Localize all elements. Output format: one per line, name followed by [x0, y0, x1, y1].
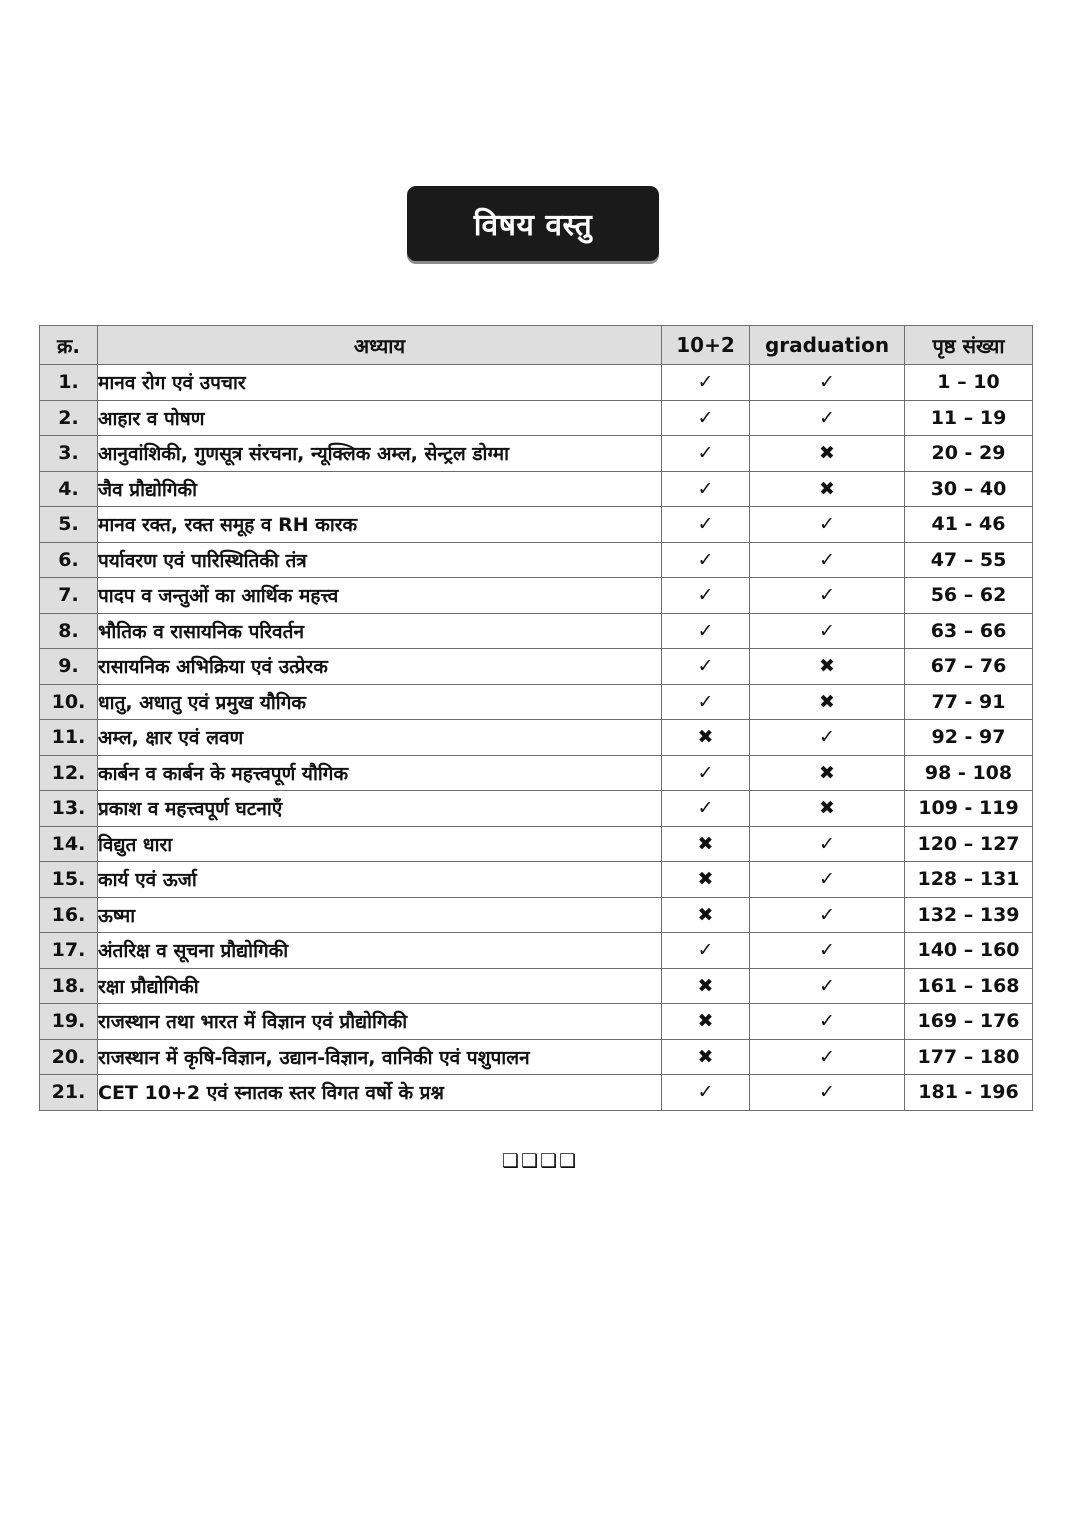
chapter-title: पर्यावरण एवं पारिस्थितिकी तंत्र: [98, 542, 662, 578]
mark-10-plus-2: ✓: [662, 684, 750, 720]
mark-10-plus-2: ✓: [662, 1075, 750, 1111]
row-number: 6.: [40, 542, 98, 578]
page-range: 67 – 76: [905, 649, 1033, 685]
row-number: 10.: [40, 684, 98, 720]
page-range: 161 – 168: [905, 968, 1033, 1004]
chapter-title: प्रकाश व महत्त्वपूर्ण घटनाएँ: [98, 791, 662, 827]
row-number: 13.: [40, 791, 98, 827]
page-range: 181 - 196: [905, 1075, 1033, 1111]
title-banner: [407, 186, 659, 261]
table-row: [40, 578, 1033, 614]
table-row: [40, 400, 1033, 436]
mark-graduation: ✓: [750, 613, 905, 649]
table-row: [40, 826, 1033, 862]
mark-10-plus-2: ✖: [662, 897, 750, 933]
mark-10-plus-2: ✖: [662, 862, 750, 898]
page-range: 47 – 55: [905, 542, 1033, 578]
mark-10-plus-2: ✓: [662, 649, 750, 685]
header-10-plus-2: 10+2: [662, 326, 750, 365]
row-number: 8.: [40, 613, 98, 649]
table-row: [40, 471, 1033, 507]
page-range: 20 - 29: [905, 436, 1033, 472]
page-range: 132 – 139: [905, 897, 1033, 933]
row-number: 17.: [40, 933, 98, 969]
chapter-title: रक्षा प्रौद्योगिकी: [98, 968, 662, 1004]
table-row: [40, 968, 1033, 1004]
page-range: 169 – 176: [905, 1004, 1033, 1040]
mark-graduation: ✓: [750, 542, 905, 578]
mark-graduation: ✓: [750, 365, 905, 401]
row-number: 3.: [40, 436, 98, 472]
chapter-title: मानव रक्त, रक्त समूह व RH कारक: [98, 507, 662, 543]
mark-graduation: ✖: [750, 649, 905, 685]
chapter-title: अम्ल, क्षार एवं लवण: [98, 720, 662, 756]
table-row: [40, 649, 1033, 685]
table-row: [40, 755, 1033, 791]
table-row: [40, 507, 1033, 543]
header-pages: पृष्ठ संख्या: [905, 326, 1033, 365]
mark-10-plus-2: ✓: [662, 436, 750, 472]
row-number: 18.: [40, 968, 98, 1004]
row-number: 21.: [40, 1075, 98, 1111]
table-row: [40, 1075, 1033, 1111]
row-number: 9.: [40, 649, 98, 685]
mark-graduation: ✓: [750, 507, 905, 543]
mark-graduation: ✖: [750, 755, 905, 791]
page-range: 109 - 119: [905, 791, 1033, 827]
chapter-title: रासायनिक अभिक्रिया एवं उत्प्रेरक: [98, 649, 662, 685]
row-number: 16.: [40, 897, 98, 933]
page-range: 41 - 46: [905, 507, 1033, 543]
table-row: [40, 1004, 1033, 1040]
contents-table: [39, 325, 1033, 1111]
chapter-title: मानव रोग एवं उपचार: [98, 365, 662, 401]
row-number: 12.: [40, 755, 98, 791]
row-number: 1.: [40, 365, 98, 401]
mark-10-plus-2: ✓: [662, 933, 750, 969]
chapter-title: कार्य एवं ऊर्जा: [98, 862, 662, 898]
header-number: क्र.: [40, 326, 98, 365]
chapter-title: विद्युत धारा: [98, 826, 662, 862]
row-number: 7.: [40, 578, 98, 614]
row-number: 20.: [40, 1039, 98, 1075]
mark-10-plus-2: ✖: [662, 720, 750, 756]
mark-10-plus-2: ✓: [662, 578, 750, 614]
mark-graduation: ✓: [750, 826, 905, 862]
chapter-title: कार्बन व कार्बन के महत्त्वपूर्ण यौगिक: [98, 755, 662, 791]
table-row: [40, 542, 1033, 578]
header-graduation: graduation: [750, 326, 905, 365]
page-range: 1 – 10: [905, 365, 1033, 401]
mark-10-plus-2: ✓: [662, 471, 750, 507]
table-row: [40, 862, 1033, 898]
page-title: विषय वस्तु: [473, 208, 593, 243]
row-number: 19.: [40, 1004, 98, 1040]
mark-10-plus-2: ✖: [662, 1039, 750, 1075]
row-number: 5.: [40, 507, 98, 543]
row-number: 2.: [40, 400, 98, 436]
page-range: 11 – 19: [905, 400, 1033, 436]
chapter-title: जैव प्रौद्योगिकी: [98, 471, 662, 507]
mark-10-plus-2: ✖: [662, 968, 750, 1004]
chapter-title: पादप व जन्तुओं का आर्थिक महत्त्व: [98, 578, 662, 614]
table-row: [40, 613, 1033, 649]
mark-graduation: ✓: [750, 400, 905, 436]
page-range: 92 - 97: [905, 720, 1033, 756]
mark-graduation: ✓: [750, 1004, 905, 1040]
mark-graduation: ✖: [750, 684, 905, 720]
mark-graduation: ✓: [750, 897, 905, 933]
table-row: [40, 1039, 1033, 1075]
mark-graduation: ✓: [750, 968, 905, 1004]
chapter-title: राजस्थान में कृषि-विज्ञान, उद्यान-विज्ञान, वानिकी एवं पशुपालन: [98, 1039, 662, 1075]
page-range: 63 – 66: [905, 613, 1033, 649]
chapter-title: भौतिक व रासायनिक परिवर्तन: [98, 613, 662, 649]
chapter-title: ऊष्मा: [98, 897, 662, 933]
mark-graduation: ✖: [750, 436, 905, 472]
mark-graduation: ✓: [750, 1075, 905, 1111]
mark-10-plus-2: ✓: [662, 507, 750, 543]
mark-graduation: ✖: [750, 791, 905, 827]
chapter-title: अंतरिक्ष व सूचना प्रौद्योगिकी: [98, 933, 662, 969]
table-row: [40, 791, 1033, 827]
page-range: 120 – 127: [905, 826, 1033, 862]
header-chapter: अध्याय: [98, 326, 662, 365]
table-row: [40, 436, 1033, 472]
mark-10-plus-2: ✓: [662, 542, 750, 578]
table-row: [40, 365, 1033, 401]
chapter-title: आनुवांशिकी, गुणसूत्र संरचना, न्यूक्लिक अम्ल, सेन्ट्रल डोग्मा: [98, 436, 662, 472]
mark-10-plus-2: ✓: [662, 613, 750, 649]
table-row: [40, 933, 1033, 969]
mark-10-plus-2: ✓: [662, 400, 750, 436]
page-range: 177 – 180: [905, 1039, 1033, 1075]
mark-10-plus-2: ✖: [662, 1004, 750, 1040]
table-row: [40, 897, 1033, 933]
mark-graduation: ✓: [750, 933, 905, 969]
page-range: 98 - 108: [905, 755, 1033, 791]
end-marker: ❑❑❑❑: [501, 1150, 579, 1172]
mark-graduation: ✓: [750, 1039, 905, 1075]
chapter-title: धातु, अधातु एवं प्रमुख यौगिक: [98, 684, 662, 720]
mark-graduation: ✓: [750, 720, 905, 756]
table-body: [40, 365, 1033, 1111]
mark-10-plus-2: ✓: [662, 365, 750, 401]
mark-10-plus-2: ✓: [662, 791, 750, 827]
page-range: 140 – 160: [905, 933, 1033, 969]
mark-graduation: ✓: [750, 862, 905, 898]
table-row: [40, 684, 1033, 720]
page-range: 56 – 62: [905, 578, 1033, 614]
page-range: 128 – 131: [905, 862, 1033, 898]
row-number: 15.: [40, 862, 98, 898]
mark-10-plus-2: ✖: [662, 826, 750, 862]
page-range: 77 - 91: [905, 684, 1033, 720]
chapter-title: आहार व पोषण: [98, 400, 662, 436]
row-number: 14.: [40, 826, 98, 862]
row-number: 4.: [40, 471, 98, 507]
mark-10-plus-2: ✓: [662, 755, 750, 791]
table-row: [40, 720, 1033, 756]
row-number: 11.: [40, 720, 98, 756]
mark-graduation: ✖: [750, 471, 905, 507]
mark-graduation: ✓: [750, 578, 905, 614]
chapter-title: राजस्थान तथा भारत में विज्ञान एवं प्रौद्योगिकी: [98, 1004, 662, 1040]
page-range: 30 – 40: [905, 471, 1033, 507]
table-header-row: [40, 326, 1033, 365]
chapter-title: CET 10+2 एवं स्नातक स्तर विगत वर्षो के प्रश्न: [98, 1075, 662, 1111]
